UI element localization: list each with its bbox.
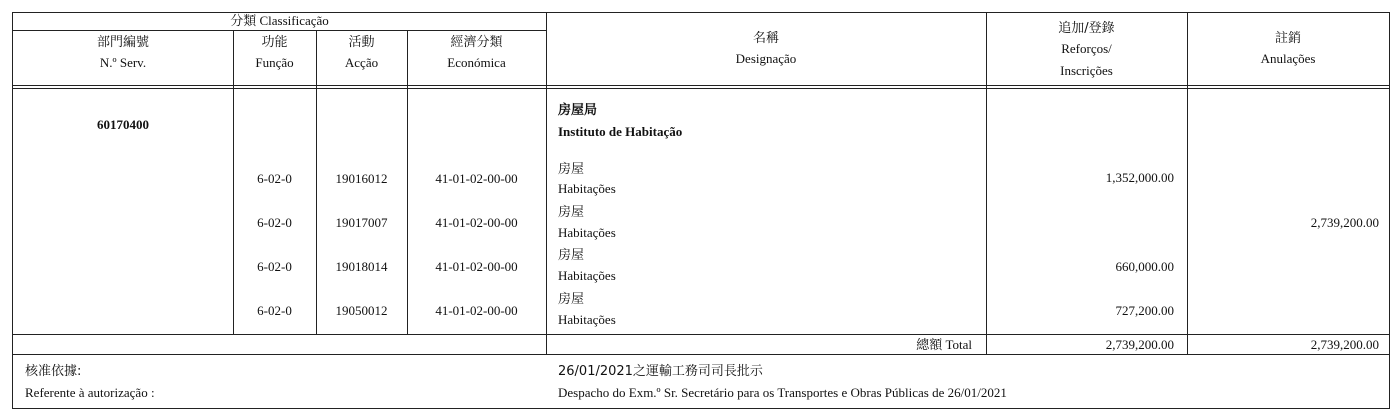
header-classification: 分類 Classificação [230,13,329,28]
row-designation-pt: Habitações [558,225,616,240]
row-designation-pt: Habitações [558,181,616,196]
total-cancellation: 2,739,200.00 [1310,337,1379,352]
total-label: 總額 Total [916,337,972,352]
service-name-zh: 房屋局 [558,103,598,118]
header-reinforcements-pt-2: Inscrições [1060,63,1113,78]
authorization-text-zh: 26/01/2021之運輸工務司司長批示 [558,364,763,379]
row-economic: 41-01-02-00-00 [435,215,518,230]
header-designation-zh: 名稱 [752,31,779,46]
total-reinforcement: 2,739,200.00 [1105,337,1174,352]
budget-table [12,12,1390,409]
row-function: 6-02-0 [257,215,292,230]
row-reinforcement: 727,200.00 [1115,303,1174,318]
rule-header-bottom-2 [13,88,1389,89]
row-designation-pt: Habitações [558,268,616,283]
header-dept-code-zh: 部門編號 [96,35,149,50]
row-designation-zh: 房屋 [558,292,585,307]
header-economic-zh: 經濟分類 [450,35,503,50]
row-designation-zh: 房屋 [558,162,585,177]
row-economic: 41-01-02-00-00 [435,303,518,318]
row-action: 19018014 [335,259,388,274]
row-designation-pt: Habitações [558,312,616,327]
row-economic: 41-01-02-00-00 [435,171,518,186]
service-code: 60170400 [97,117,149,132]
header-reinforcements-pt-1: Reforços/ [1061,41,1112,56]
row-action: 19016012 [335,171,388,186]
header-action-zh: 活動 [348,35,375,50]
header-reinforcements-zh: 追加/登錄 [1058,21,1115,36]
header-dept-code-pt: N.º Serv. [99,55,147,70]
header-function-pt: Função [255,55,294,70]
row-economic: 41-01-02-00-00 [435,259,518,274]
authorization-text-pt: Despacho do Exm.º Sr. Secretário para os Transportes e Obras Públicas de 26/01/2021 [558,385,1007,400]
row-action: 19050012 [335,303,388,318]
rule-classification-bottom [13,30,546,31]
row-reinforcement: 1,352,000.00 [1105,170,1174,185]
header-function-zh: 功能 [261,35,288,50]
row-designation-zh: 房屋 [558,248,585,263]
header-cancellations-zh: 註銷 [1274,31,1301,46]
header-economic-pt: Económica [447,55,506,70]
rule-header-bottom [13,85,1389,86]
row-reinforcement: 660,000.00 [1115,259,1174,274]
row-designation-zh: 房屋 [558,205,585,220]
header-designation-pt: Designação [735,51,797,66]
row-function: 6-02-0 [257,303,292,318]
row-action: 19017007 [335,215,388,230]
rule-total-bottom [13,354,1389,355]
authorization-label-pt: Referente à autorização : [25,385,155,400]
row-function: 6-02-0 [257,171,292,186]
service-name-pt: Instituto de Habitação [558,124,683,139]
row-function: 6-02-0 [257,259,292,274]
header-action-pt: Acção [344,55,379,70]
authorization-label-zh: 核准依據: [25,364,82,379]
row-cancellation: 2,739,200.00 [1310,215,1379,230]
header-cancellations-pt: Anulações [1260,51,1316,66]
